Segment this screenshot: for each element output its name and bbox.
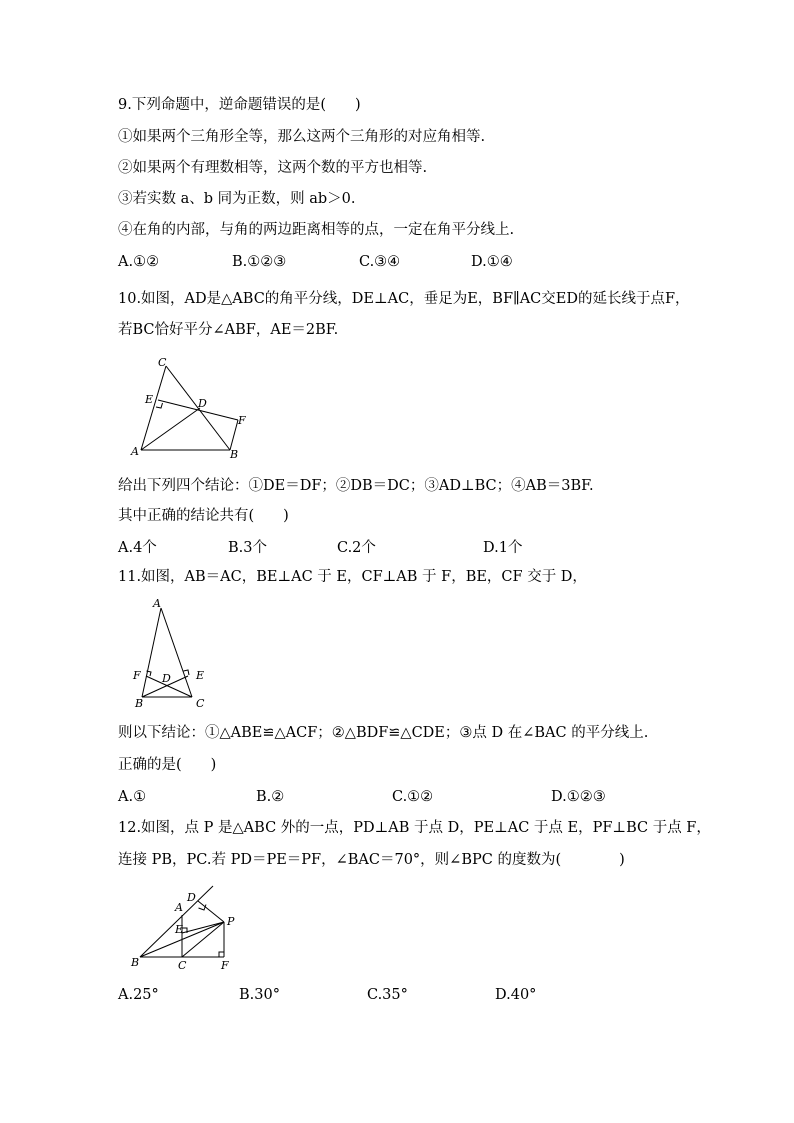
q10-stem-line1: 10.如图，AD是△ABC的角平分线，DE⊥AC，垂足为E，BF∥AC交ED的延长线于点F， bbox=[118, 291, 690, 307]
q10-conclusions: 给出下列四个结论：①DE＝DF；②DB＝DC；③AD⊥BC；④AB＝3BF. bbox=[118, 478, 594, 494]
q12-figure bbox=[125, 878, 240, 978]
q10-label-d: D bbox=[198, 397, 207, 410]
q10-label-f: F bbox=[238, 414, 246, 427]
q12-label-d: D bbox=[187, 891, 196, 904]
q11-option-a: A.① bbox=[118, 789, 147, 805]
q9-option-a: A.①② bbox=[118, 254, 160, 270]
q10-stem-line2: 若BC恰好平分∠ABF，AE＝2BF. bbox=[118, 322, 339, 338]
q12-stem-line1: 12.如图，点 P 是△ABC 外的一点，PD⊥AB 于点 D，PE⊥AC 于点 E，PF⊥BC 于点 F， bbox=[118, 820, 711, 836]
q11-option-c: C.①② bbox=[392, 789, 434, 805]
q9-option-b: B.①②③ bbox=[232, 254, 287, 270]
q11-ask: 正确的是( ) bbox=[118, 757, 217, 773]
q11-stem: 11.如图，AB＝AC，BE⊥AC 于 E，CF⊥AB 于 F，BE，CF 交于 D， bbox=[118, 569, 587, 585]
q9-option-d: D.①④ bbox=[471, 254, 513, 270]
q12-option-b: B.30° bbox=[239, 987, 280, 1003]
q10-option-d: D.1个 bbox=[483, 540, 523, 556]
q12-option-a: A.25° bbox=[118, 987, 159, 1003]
q12-stem-line2: 连接 PB，PC.若 PD＝PE＝PF，∠BAC＝70°，则∠BPC 的度数为( ) bbox=[118, 852, 625, 868]
q10-label-c: C bbox=[158, 356, 167, 369]
q12-label-b: B bbox=[131, 956, 140, 969]
q11-label-e: E bbox=[196, 669, 205, 682]
q9-item-2: ②如果两个有理数相等，这两个数的平方也相等. bbox=[118, 160, 428, 176]
q11-label-f: F bbox=[133, 669, 141, 682]
q11-option-d: D.①②③ bbox=[551, 789, 606, 805]
q9-option-c: C.③④ bbox=[359, 254, 401, 270]
q11-conclusions: 则以下结论：①△ABE≌△ACF；②△BDF≌△CDE；③点 D 在∠BAC 的平分线上. bbox=[118, 725, 649, 741]
q12-label-a: A bbox=[175, 901, 183, 914]
q10-option-a: A.4个 bbox=[118, 540, 157, 556]
q11-figure bbox=[125, 596, 220, 711]
q10-label-a: A bbox=[131, 445, 139, 458]
q11-label-a: A bbox=[153, 597, 161, 610]
q10-ask: 其中正确的结论共有( ) bbox=[118, 508, 289, 524]
q10-option-c: C.2个 bbox=[337, 540, 376, 556]
q12-label-c: C bbox=[178, 959, 187, 972]
q10-option-b: B.3个 bbox=[228, 540, 267, 556]
q12-option-d: D.40° bbox=[495, 987, 537, 1003]
q9-item-1: ①如果两个三角形全等，那么这两个三角形的对应角相等. bbox=[118, 129, 486, 145]
q12-label-p: P bbox=[227, 915, 235, 928]
q9-item-4: ④在角的内部，与角的两边距离相等的点，一定在角平分线上. bbox=[118, 222, 515, 238]
q11-label-d: D bbox=[162, 672, 171, 685]
q9-stem: 9.下列命题中，逆命题错误的是( ) bbox=[118, 97, 361, 113]
q11-label-c: C bbox=[196, 697, 205, 710]
q12-label-f: F bbox=[221, 959, 229, 972]
q10-label-b: B bbox=[230, 448, 239, 461]
q10-label-e: E bbox=[145, 393, 154, 406]
q11-option-b: B.② bbox=[256, 789, 285, 805]
q10-figure bbox=[125, 352, 260, 462]
q12-label-e: E bbox=[175, 923, 184, 936]
q12-option-c: C.35° bbox=[367, 987, 408, 1003]
q9-item-3: ③若实数 a、b 同为正数，则 ab＞0. bbox=[118, 191, 356, 207]
q11-label-b: B bbox=[135, 697, 144, 710]
